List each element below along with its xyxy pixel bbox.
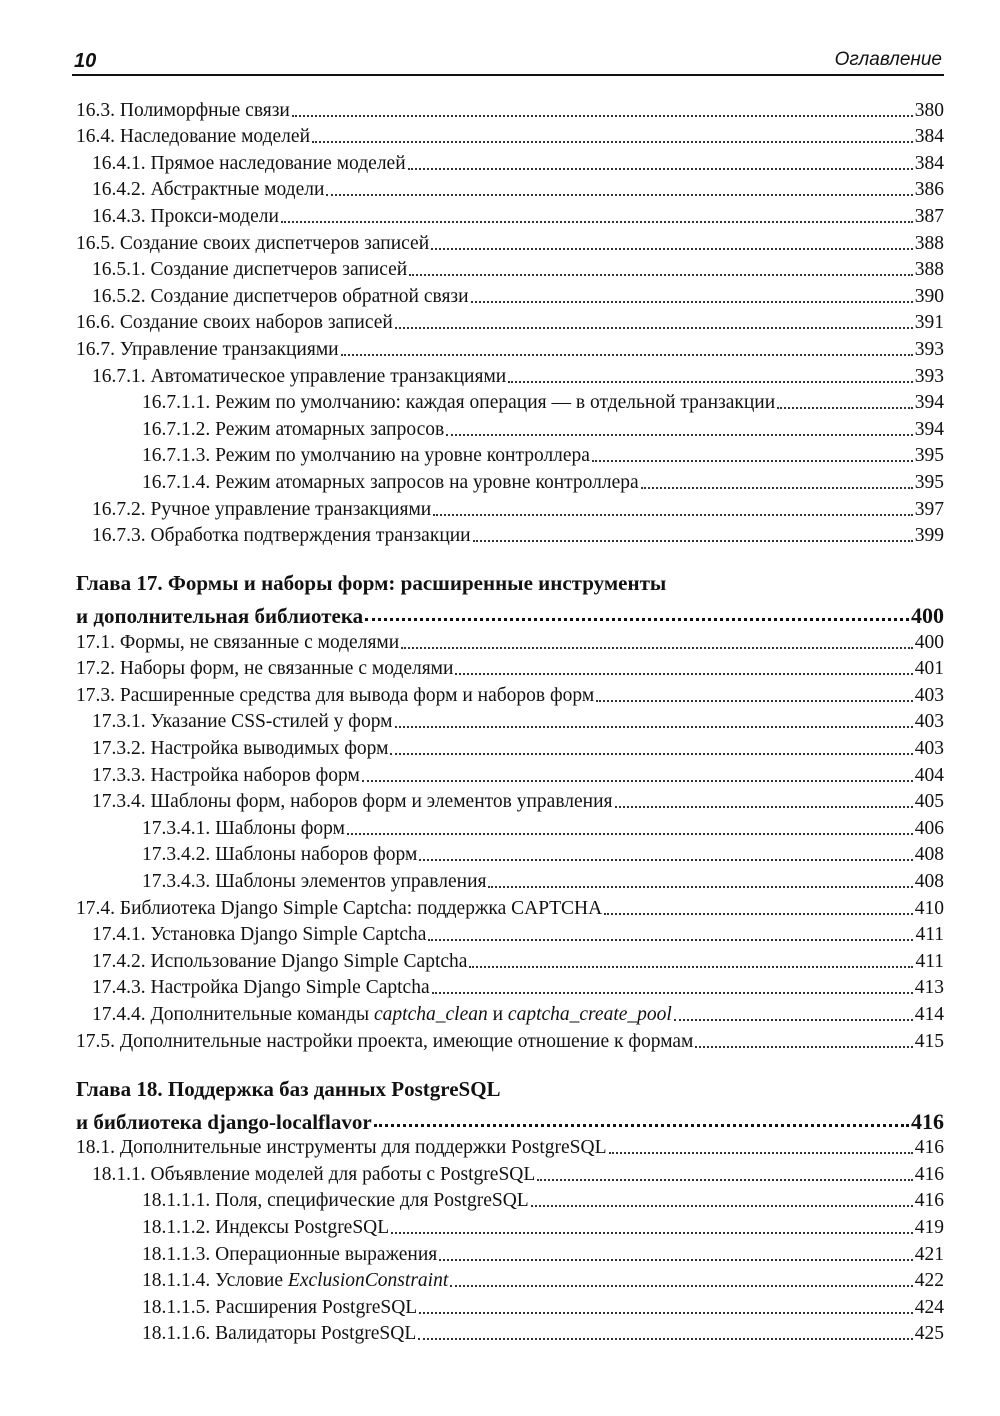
chapter-page: 416 (911, 1108, 944, 1134)
toc-entry-title: 16.7.1.1. Режим по умолчанию: каждая операция — в отдельной транзакции (142, 392, 776, 414)
toc-entry-title: 16.5.2. Создание диспетчеров обратной связи (92, 285, 469, 307)
toc-entry-title: 18.1.1. Объявление моделей для работы с PostgreSQL (92, 1163, 536, 1185)
dot-leader (409, 273, 913, 276)
toc-entry-page: 395 (914, 471, 944, 493)
toc-entry-page: 399 (914, 525, 944, 547)
toc-entry-title: 16.7.1. Автоматическое управление транзакциями (92, 365, 507, 387)
toc-entry-title: 17.4.3. Настройка Django Simple Captcha (92, 977, 430, 999)
toc-entry[interactable] (76, 282, 944, 309)
toc-entry-page: 425 (914, 1323, 944, 1345)
toc-entry-title: 16.5.1. Создание диспетчеров записей (92, 259, 408, 281)
toc-entry[interactable] (76, 1320, 944, 1347)
dot-leader (428, 938, 913, 941)
toc-entry-title: 17.4. Библиотека Django Simple Captcha: поддержка CAPTCHA (76, 897, 603, 919)
chapter-title-line: и дополнительная библиотека (76, 604, 364, 629)
toc-entry[interactable] (76, 1000, 944, 1027)
dot-leader (609, 1151, 913, 1154)
toc-entry[interactable] (76, 867, 944, 894)
toc-entry[interactable] (76, 176, 944, 203)
toc-entry[interactable] (76, 149, 944, 176)
toc-entry[interactable] (76, 1027, 944, 1054)
toc-entry-title: 16.4.3. Прокси-модели (92, 205, 279, 227)
toc-entry-title: 18.1.1.2. Индексы PostgreSQL (142, 1216, 390, 1238)
dot-leader (432, 991, 913, 994)
toc-entry-page: 414 (914, 1004, 944, 1025)
toc-entry[interactable] (76, 708, 944, 735)
dot-leader (292, 114, 913, 117)
toc-entry-page: 395 (914, 445, 944, 467)
toc-entry-page: 391 (914, 312, 944, 334)
toc-entry-page: 394 (914, 418, 944, 440)
toc-entry-title: 16.7. Управление транзакциями (76, 338, 339, 360)
toc-entry-page: 388 (914, 232, 944, 254)
toc-entry-page: 388 (914, 259, 944, 281)
toc-entry[interactable] (76, 123, 944, 150)
toc-entry-page: 380 (914, 99, 944, 121)
toc-entry-page: 405 (914, 791, 944, 813)
toc-entry-title: 17.3.4.2. Шаблоны наборов форм (142, 844, 418, 866)
dot-leader (281, 220, 913, 223)
toc-entry[interactable] (76, 415, 944, 442)
toc-entry-page: 406 (914, 817, 944, 839)
toc-entry[interactable] (76, 229, 944, 256)
toc-entry[interactable] (76, 814, 944, 841)
toc-entry[interactable] (76, 1240, 944, 1267)
toc-entry-title: 16.4.1. Прямое наследование моделей (92, 152, 406, 174)
dot-leader (419, 858, 912, 861)
toc-entry-title: 17.1. Формы, не связанные с моделями (76, 631, 400, 653)
dot-leader (674, 1018, 913, 1021)
toc-entry[interactable] (76, 389, 944, 416)
dot-leader (439, 1258, 912, 1261)
toc-entry-title-joiner: и (487, 1004, 508, 1025)
toc-entry[interactable] (76, 1267, 944, 1294)
table-of-contents (76, 96, 944, 1346)
toc-entry-page: 408 (914, 871, 944, 893)
toc-entry[interactable] (76, 655, 944, 682)
dot-leader (341, 353, 913, 356)
toc-entry-title: 18.1. Дополнительные инструменты для поддержки PostgreSQL (76, 1137, 607, 1159)
page-number: 10 (74, 50, 97, 72)
dot-leader (537, 1178, 912, 1181)
dot-leader (419, 1311, 913, 1314)
dot-leader (431, 247, 913, 250)
dot-leader (473, 539, 913, 542)
toc-entry[interactable] (76, 841, 944, 868)
dot-leader (401, 646, 913, 649)
toc-entry-page: 416 (914, 1163, 944, 1185)
toc-entry[interactable] (76, 1134, 944, 1161)
chapter-title-row (76, 598, 944, 628)
toc-entry[interactable] (76, 681, 944, 708)
dot-leader (695, 1045, 912, 1048)
toc-entry[interactable] (76, 1187, 944, 1214)
dot-leader (391, 1231, 913, 1234)
toc-entry-title: 16.6. Создание своих наборов записей (76, 312, 393, 334)
toc-entry[interactable] (76, 256, 944, 283)
toc-entry-page: 400 (914, 631, 944, 653)
toc-entry[interactable] (76, 734, 944, 761)
chapter-title-line: и библиотека django-localflavor (76, 1109, 372, 1134)
toc-entry-page: 415 (914, 1030, 944, 1052)
toc-entry[interactable] (76, 202, 944, 229)
toc-entry-page: 403 (914, 684, 944, 706)
toc-entry-title: 17.4.1. Установка Django Simple Captcha (92, 924, 427, 946)
running-title: Оглавление (834, 49, 942, 70)
chapter-title-row (76, 1104, 944, 1134)
toc-entry-page: 384 (914, 152, 944, 174)
toc-entry-page: 390 (914, 285, 944, 307)
dot-leader (312, 140, 913, 143)
toc-entry-title: 18.1.1.1. Поля, специфические для PostgreSQL (142, 1190, 529, 1212)
toc-entry[interactable] (76, 335, 944, 362)
running-header (72, 44, 944, 76)
toc-entry-page: 416 (914, 1190, 944, 1212)
dot-leader (592, 459, 913, 462)
toc-entry-title: 17.5. Дополнительные настройки проекта, имеющие отношение к формам (76, 1030, 694, 1052)
toc-entry-title: 17.3.4. Шаблоны форм, наборов форм и элементов управления (92, 791, 613, 813)
command-name: captcha_create_pool (507, 1004, 672, 1025)
toc-entry-page: 393 (914, 338, 944, 360)
toc-entry-title: 16.5. Создание своих диспетчеров записей (76, 232, 430, 254)
toc-entry[interactable] (76, 628, 944, 655)
toc-entry-page: 411 (915, 950, 944, 972)
toc-entry[interactable] (76, 468, 944, 495)
toc-entry-page: 393 (914, 365, 944, 387)
dot-leader (446, 433, 913, 436)
toc-entry-title: 17.3. Расширенные средства для вывода форм и наборов форм (76, 684, 595, 706)
toc-entry-title: 18.1.1.3. Операционные выражения (142, 1243, 438, 1265)
toc-entry-title: 16.7.2. Ручное управление транзакциями (92, 498, 432, 520)
dot-leader (604, 912, 913, 915)
dot-leader (347, 832, 913, 835)
toc-entry[interactable] (76, 1213, 944, 1240)
toc-entry-title: 16.7.1.4. Режим атомарных запросов на уровне контроллера (142, 471, 639, 493)
dot-leader (641, 486, 913, 489)
toc-entry-title: 17.3.4.3. Шаблоны элементов управления (142, 871, 487, 893)
toc-entry-title (142, 1269, 448, 1293)
dot-leader (531, 1204, 913, 1207)
dot-leader (408, 167, 913, 170)
dot-leader (469, 965, 913, 968)
toc-entry-page: 411 (915, 924, 944, 946)
toc-entry[interactable] (76, 788, 944, 815)
toc-entry[interactable] (76, 442, 944, 469)
toc-entry-page: 401 (914, 658, 944, 680)
toc-entry[interactable] (76, 947, 944, 974)
toc-entry-title (92, 1003, 672, 1027)
dot-leader (455, 672, 912, 675)
dot-leader (365, 617, 909, 621)
dot-leader (362, 779, 913, 782)
toc-entry[interactable] (76, 309, 944, 336)
toc-entry-page: 416 (914, 1137, 944, 1159)
toc-entry-title-prefix: 18.1.1.4. Условие (142, 1270, 288, 1292)
toc-entry-page: 408 (914, 844, 944, 866)
toc-entry-title: 18.1.1.5. Расширения PostgreSQL (142, 1296, 418, 1318)
toc-entry-page: 387 (914, 205, 944, 227)
toc-entry[interactable] (76, 894, 944, 921)
toc-entry[interactable] (76, 974, 944, 1001)
toc-entry[interactable] (76, 495, 944, 522)
constraint-name: ExclusionConstraint (287, 1270, 449, 1292)
dot-leader (488, 885, 912, 888)
chapter-18-heading[interactable] (76, 1074, 944, 1134)
toc-entry[interactable] (76, 921, 944, 948)
toc-entry-title: 17.3.2. Настройка выводимых форм (92, 738, 389, 760)
dot-leader (374, 1123, 909, 1127)
toc-entry-title: 16.7.1.3. Режим по умолчанию на уровне контроллера (142, 445, 590, 467)
dot-leader (777, 406, 913, 409)
dot-leader (390, 752, 912, 755)
toc-entry[interactable] (76, 1293, 944, 1320)
toc-entry[interactable] (76, 362, 944, 389)
toc-entry-title: 16.4. Наследование моделей (76, 126, 310, 148)
toc-entry-page: 413 (914, 977, 944, 999)
toc-entry-title: 17.3.4.1. Шаблоны форм (142, 817, 345, 839)
toc-entry-title: 16.7.3. Обработка подтверждения транзакции (92, 525, 471, 547)
toc-entry-title: 17.4.2. Использование Django Simple Captcha (92, 950, 468, 972)
toc-entry-page: 403 (914, 738, 944, 760)
dot-leader (471, 300, 913, 303)
toc-entry-page: 422 (914, 1270, 944, 1292)
command-name: captcha_clean (374, 1004, 488, 1025)
toc-entry-page: 421 (914, 1243, 944, 1265)
toc-entry-page: 410 (914, 897, 944, 919)
dot-leader (596, 699, 913, 702)
toc-entry-title: 16.7.1.2. Режим атомарных запросов (142, 418, 445, 440)
toc-entry-page: 397 (914, 498, 944, 520)
dot-leader (508, 380, 913, 383)
toc-entry-title: 16.4.2. Абстрактные модели (92, 179, 325, 201)
toc-entry-title: 17.2. Наборы форм, не связанные с моделями (76, 658, 454, 680)
toc-entry-title: 18.1.1.6. Валидаторы PostgreSQL (142, 1323, 417, 1345)
toc-entry[interactable] (76, 1160, 944, 1187)
chapter-title-line: Глава 18. Поддержка баз данных PostgreSQL (76, 1076, 501, 1101)
dot-leader (395, 326, 913, 329)
chapter-title-line: Глава 17. Формы и наборы форм: расширенные инструменты (76, 571, 667, 596)
dot-leader (326, 193, 912, 196)
toc-entry-page: 403 (914, 711, 944, 733)
chapter-17-heading[interactable] (76, 568, 944, 628)
toc-entry[interactable] (76, 522, 944, 549)
toc-entry-page: 404 (914, 764, 944, 786)
dot-leader (418, 1337, 912, 1340)
toc-entry-page: 424 (914, 1296, 944, 1318)
dot-leader (433, 513, 913, 516)
toc-entry-page: 384 (914, 126, 944, 148)
toc-entry-title: 16.3. Полиморфные связи (76, 99, 290, 121)
toc-entry-title: 17.3.3. Настройка наборов форм (92, 764, 360, 786)
toc-entry[interactable] (76, 96, 944, 123)
chapter-page: 400 (911, 603, 944, 629)
dot-leader (615, 805, 913, 808)
toc-entry[interactable] (76, 761, 944, 788)
toc-entry-page: 386 (914, 179, 944, 201)
toc-entry-title: 17.3.1. Указание CSS-стилей у форм (92, 711, 393, 733)
dot-leader (395, 725, 913, 728)
toc-entry-page: 419 (914, 1216, 944, 1238)
toc-entry-page: 394 (914, 392, 944, 414)
dot-leader (450, 1284, 913, 1287)
toc-entry-title-prefix: 17.4.4. Дополнительные команды (92, 1004, 375, 1025)
